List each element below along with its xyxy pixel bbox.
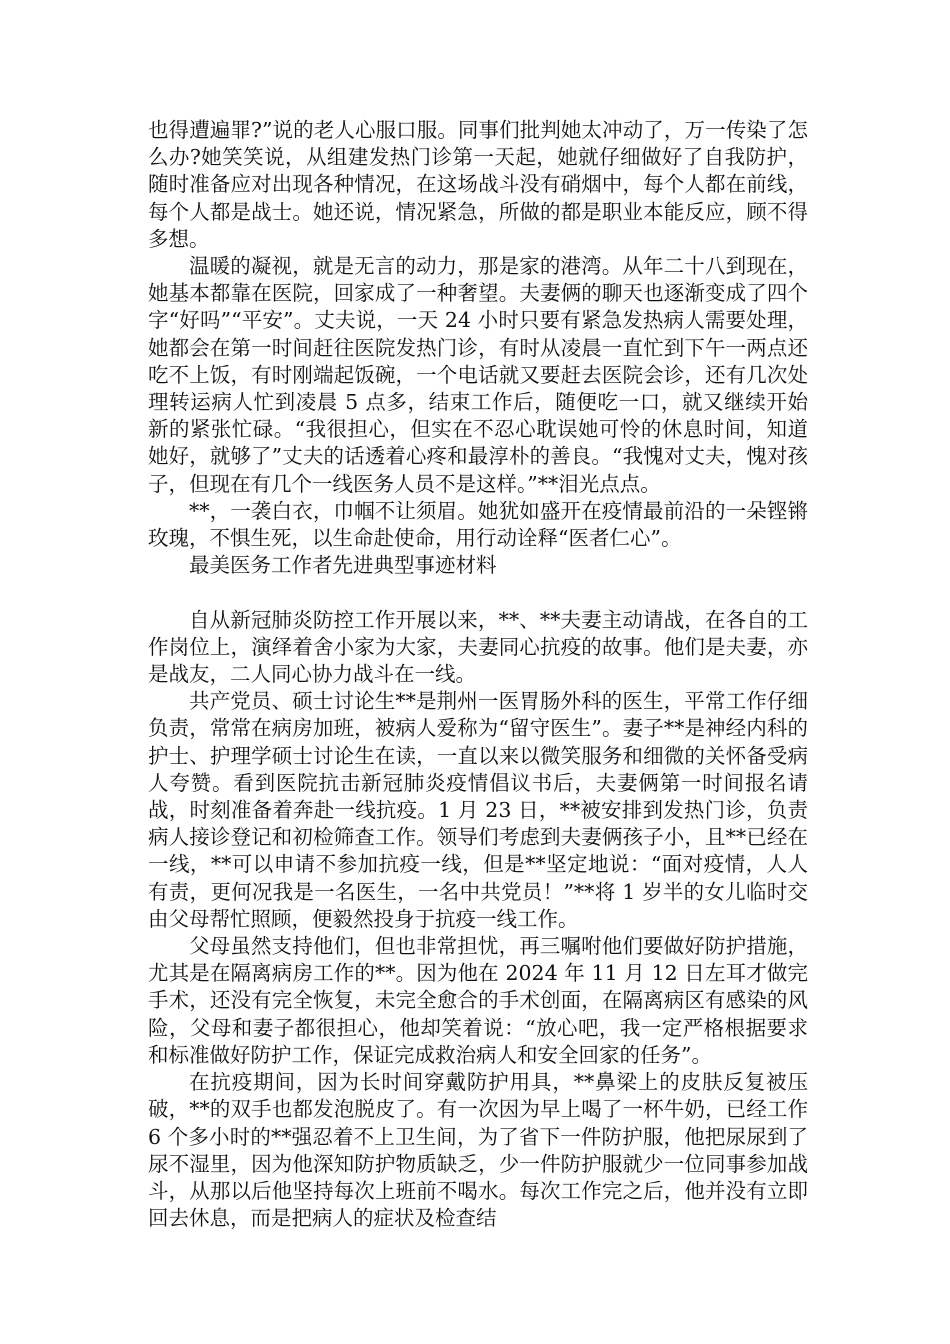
blank-line	[148, 579, 808, 606]
paragraph: 温暖的凝视，就是无言的动力，那是家的港湾。从年二十八到现在，她基本都靠在医院，回家成了一种奢望。夫妻俩的聊天也逐渐变成了四个字“好吗”“平安”。丈夫说，一天 24 小时只要有紧急发热病人需要处理，她都会在第一时间赶往医院发热门诊，有时从凌晨一直忙到下午一两点还吃不上饭，有时刚端起饭碗，一个电话就又要赶去医院会诊，还有几次处理转运病人忙到凌晨 5 点多，结束工作后，随便吃一口，就又继续开始新的紧张忙碌。“我很担心，但实在不忍心耽误她可怜的休息时间，知道她好，就够了”丈夫的话透着心疼和最淳朴的善良。“我愧对丈夫，愧对孩子，但现在有几个一线医务人员不是这样。”**泪光点点。	[148, 254, 808, 496]
paragraph: 在抗疫期间，因为长时间穿戴防护用具，**鼻梁上的皮肤反复被压破，**的双手也都发泡脱皮了。有一次因为早上喝了一杯牛奶，已经工作 6 个多小时的**强忍着不上卫生间，为了省下一件防护服，他把尿尿到了尿不湿里，因为他深知防护物质缺乏，少一件防护服就少一位同事参加战斗，从那以后他坚持每次上班前不喝水。每次工作完之后，他并没有立即回去休息，而是把病人的症状及检查结	[148, 1070, 808, 1231]
paragraph: 也得遭遍罪?”说的老人心服口服。同事们批判她太冲动了，万一传染了怎么办?她笑笑说，从组建发热门诊第一天起，她就仔细做好了自我防护，随时准备应对出现各种情况，在这场战斗没有硝烟中，每个人都在前线，每个人都是战士。她还说，情况紧急，所做的都是职业本能反应，顾不得多想。	[148, 118, 808, 251]
section-title: 最美医务工作者先进典型事迹材料	[189, 553, 497, 578]
document-body	[148, 117, 808, 1232]
paragraph: 共产党员、硕士讨论生**是荆州一医胃肠外科的医生，平常工作仔细负责，常常在病房加班，被病人爱称为“留守医生”。妻子**是神经内科的护士、护理学硕士讨论生在读，一直以来以微笑服务和细微的关怀备受病人夸赞。看到医院抗击新冠肺炎疫情倡议书后，夫妻俩第一时间报名请战，时刻准备着奔赴一线抗疫。1 月 23 日，**被安排到发热门诊，负责病人接诊登记和初检筛查工作。领导们考虑到夫妻俩孩子小，且**已经在一线，**可以申请不参加抗疫一线，但是**坚定地说：“面对疫情，人人有责，更何况我是一名医生，一名中共党员！”**将 1 岁半的女儿临时交由父母帮忙照顾，便毅然投身于抗疫一线工作。	[148, 689, 808, 931]
paragraph: 父母虽然支持他们，但也非常担忧，再三嘱咐他们要做好防护措施，尤其是在隔离病房工作的**。因为他在 2024 年 11 月 12 日左耳才做完手术，还没有完全恢复，未完全愈合的手术创面，在隔离病区有感染的风险，父母和妻子都很担心，他却笑着说：“放心吧，我一定严格根据要求和标准做好防护工作，保证完成救治病人和安全回家的任务”。	[148, 934, 808, 1067]
paragraph: 自从新冠肺炎防控工作开展以来，**、**夫妻主动请战，在各自的工作岗位上，演绎着舍小家为大家，夫妻同心抗疫的故事。他们是夫妻，亦是战友，二人同心协力战斗在一线。	[148, 607, 808, 687]
paragraph: **，一袭白衣，巾帼不让须眉。她犹如盛开在疫情最前沿的一朵铿锵玫瑰，不惧生死，以生命赴使命，用行动诠释“医者仁心”。	[148, 498, 808, 551]
